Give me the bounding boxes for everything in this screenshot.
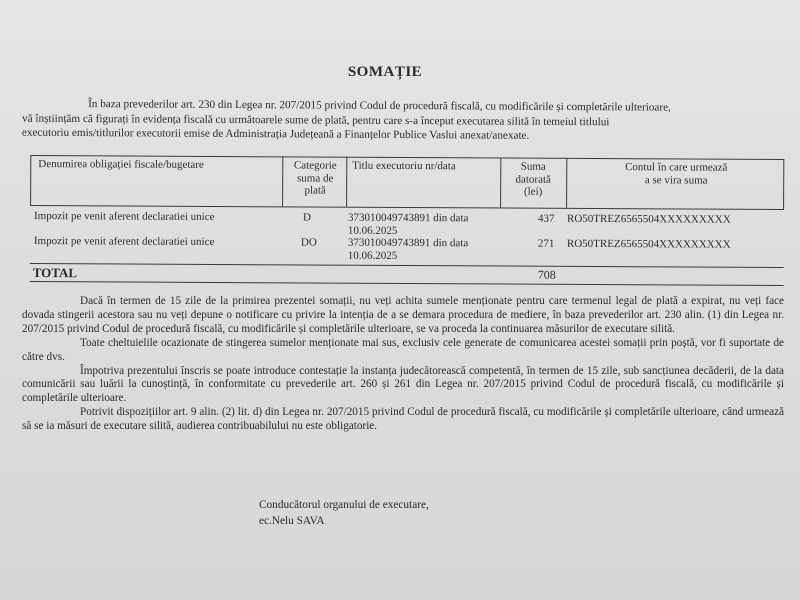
intro-line: executoriu emis/titlurilor executorii emise de Administrația Județeană a Finanțelor Publice Vaslui anexat/anexate.	[21, 126, 530, 142]
signature-name: ec.Nelu SAVA	[259, 515, 325, 527]
header-suma	[502, 160, 564, 198]
cell-titlu	[348, 212, 469, 238]
header-cont	[570, 161, 782, 187]
header-line: plată	[304, 184, 326, 197]
cell-cont: RO50TREZ6565504XXXXXXXXX	[566, 212, 731, 226]
table-border	[30, 155, 31, 205]
total-label: TOTAL	[32, 265, 78, 281]
total-value: 708	[537, 267, 556, 282]
table-border	[500, 157, 501, 207]
obligations-table	[30, 155, 785, 287]
header-line: Suma	[520, 160, 546, 173]
document-title: SOMAȚIE	[347, 64, 423, 80]
paragraph-costs: Toate cheltuielile ocazionate de stingerea sumelor menționate mai sus, exclusiv cele generate de comunicarea acestei somații prin poștă, vor fi suportate de către dvs.	[22, 336, 784, 363]
signature-role: Conducătorul organului de executare,	[259, 499, 429, 511]
intro-paragraph	[22, 97, 784, 145]
intro-line: În baza prevederilor art. 230 din Legea nr. 207/2015 privind Codul de procedură fiscală, cu modificările și completările ulterioare,	[88, 98, 671, 114]
table-border	[30, 281, 784, 286]
header-obligatie: Denumirea obligației fiscale/bugetare	[38, 158, 204, 171]
header-line: (lei)	[523, 185, 543, 198]
paragraph-appeal: Împotriva prezentului înscris se poate introduce contestație la instanța judecătorească competentă, în termen de 15 zile, sub sancțiunea decăderii, de la data comunicării sau luării la cunoștință, în conformitate cu prevederile art. 260 și 261 din Legea nr. 207/2015 privind Codul de procedură fiscală, cu modificările și completările ulterioare.	[22, 364, 784, 405]
cell-titlu	[348, 237, 469, 263]
header-line: Contul în care urmează	[625, 161, 728, 174]
body-text	[22, 295, 784, 434]
cell-obligatie: Impozit pe venit aferent declaratiei unice	[33, 235, 215, 248]
paragraph-hearing: Potrivit dispozițiilor art. 9 alin. (2) lit. d) din Legea nr. 207/2015 privind Codul de procedură fiscală, cu modificările și completările ulterioare, când urmează să se ia măsuri de executare silită, audierea contribuabilului nu este obligatorie.	[22, 406, 784, 433]
titlu-line: 10.06.2025	[347, 224, 398, 237]
header-line: Categorie	[293, 159, 337, 172]
table-border	[30, 205, 784, 210]
cell-suma: 437	[537, 212, 555, 225]
intro-line: vă înștiințăm că figurați în evidența fiscală cu următoarele sume de plată, pentru care s-a început executarea silită în temeiul titlului	[21, 112, 610, 128]
table-border	[783, 159, 784, 209]
titlu-line: 10.06.2025	[347, 249, 398, 262]
table-border	[566, 158, 567, 208]
header-titlu: Titlu executoriu nr/data	[352, 159, 456, 173]
cell-obligatie: Impozit pe venit aferent declaratiei unice	[33, 210, 215, 223]
header-line: a se vira suma	[644, 173, 708, 187]
header-line: suma de	[297, 172, 334, 185]
signature-block	[259, 497, 429, 529]
cell-categorie: D	[302, 211, 312, 224]
header-line: datorată	[515, 173, 551, 186]
header-categorie	[284, 159, 346, 197]
paragraph-deadline: Dacă în termen de 15 zile de la primirea prezentei somații, nu veți achita sumele menționate pentru care termenul legal de plată a expirat, nu veți face dovada stingerii acestora sau nu veți depune o notificare cu privire la intenția de a se demara procedura de mediere, în baza prevederilor art. 230 alin. (1) din Legea nr. 207/2015 privind Codul de procedură fiscală, cu modificările și completările ulterioare, se va proceda la continuarea măsurilor de executare silită.	[22, 295, 784, 335]
table-border	[282, 156, 283, 206]
cell-categorie: DO	[300, 236, 317, 249]
titlu-line: 373010049743891 din data	[347, 211, 469, 225]
titlu-line: 373010049743891 din data	[347, 236, 469, 250]
cell-suma: 271	[537, 237, 555, 250]
cell-cont: RO50TREZ6565504XXXXXXXXX	[566, 237, 731, 251]
